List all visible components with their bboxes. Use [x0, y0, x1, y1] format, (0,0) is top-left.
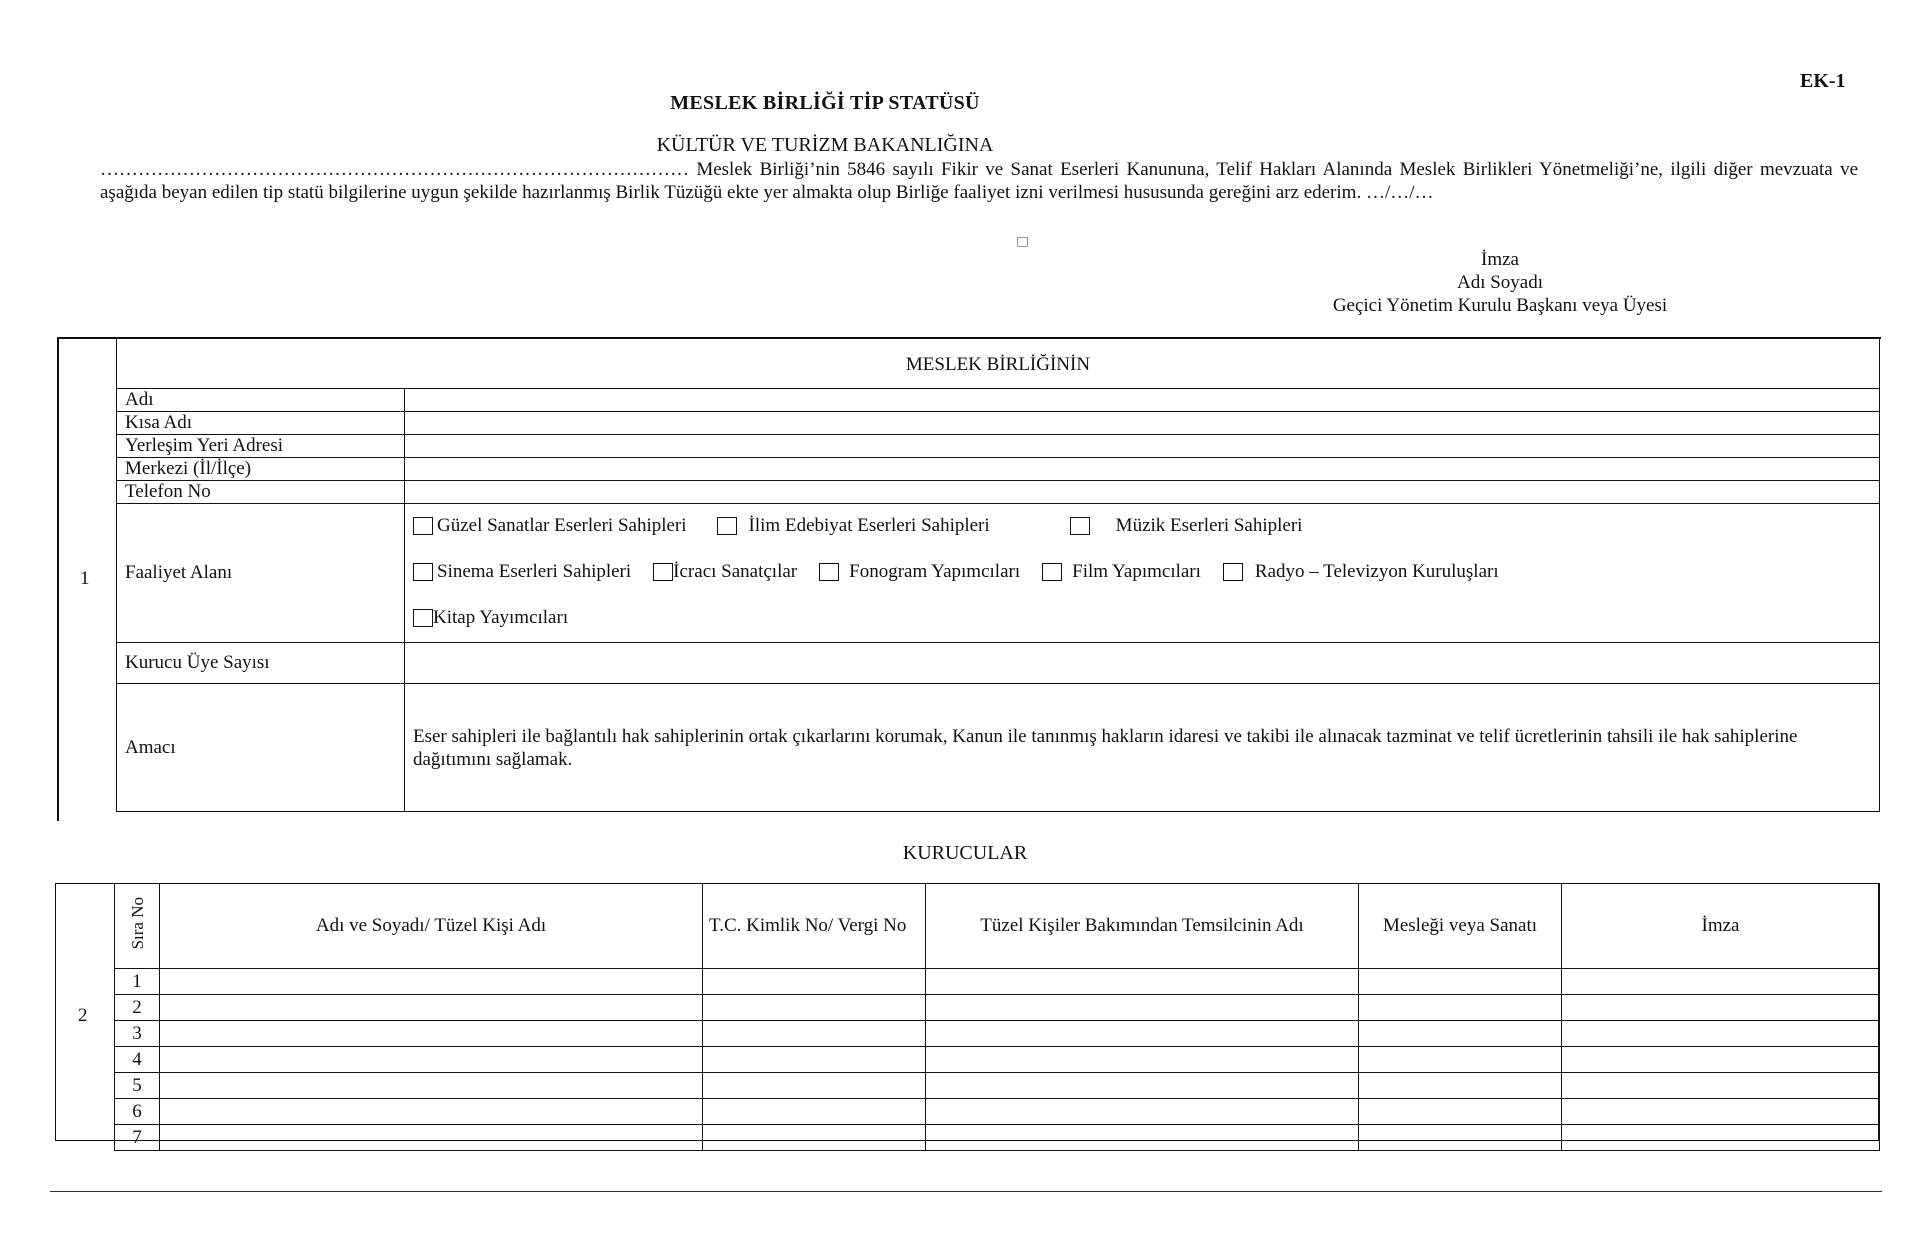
- option-cinema[interactable]: Sinema Eserleri Sahipleri: [413, 561, 631, 583]
- small-box-mark: [1017, 237, 1028, 247]
- section1-heading: MESLEK BİRLİĞİNİN: [117, 338, 1880, 389]
- checkbox-icon[interactable]: [717, 517, 737, 535]
- section1-left-border: [57, 337, 59, 821]
- founders-title: KURUCULAR: [902, 842, 1028, 864]
- profession-cell[interactable]: [1359, 1099, 1562, 1125]
- checkbox-icon[interactable]: [1070, 517, 1090, 535]
- title-label: Geçici Yönetim Kurulu Başkanı veya Üyesi: [1332, 295, 1668, 316]
- name-cell[interactable]: [160, 1099, 703, 1125]
- founder-count-label: Kurucu Üye Sayısı: [117, 643, 405, 684]
- signature-cell[interactable]: [1562, 1047, 1880, 1073]
- profession-cell[interactable]: [1359, 1073, 1562, 1099]
- table-row: [115, 1125, 1880, 1151]
- signature-cell[interactable]: [1562, 1125, 1880, 1151]
- representative-cell[interactable]: [926, 1073, 1359, 1099]
- name-field[interactable]: [405, 389, 1880, 412]
- signature-cell[interactable]: [1562, 1021, 1880, 1047]
- section1-number: 1: [80, 568, 90, 589]
- petition-text: ………………………………………………………………………………… Meslek Birliği’nin 5846 sayılı Fikir ve Sanat Eserleri Kanununa, Telif Hakları Alanında Meslek Birlikleri Yönetmeliği’ne, ilgili diğer mevzuata ve aşağıda beyan edilen tip statü bilgilerine uygun şekilde hazırlanmış Birlik Tüzüğü ekte yer almakta olup Birliğe faaliyet izni verilmesi hususunda gereğini arz ederim. …/…/…: [100, 159, 1858, 203]
- activity-options: [405, 504, 1880, 643]
- signature-cell[interactable]: [1562, 969, 1880, 995]
- profession-cell[interactable]: [1359, 969, 1562, 995]
- purpose-text: Eser sahipleri ile bağlantılı hak sahiplerinin ortak çıkarlarını korumak, Kanun ile tanınmış hakların idaresi ve takibi ile alınacak tazminat ve telif ücretlerinin tahsili ile hak sahiplerine dağıtımını sağlamak.: [405, 684, 1880, 812]
- center-field[interactable]: [405, 458, 1880, 481]
- address-field[interactable]: [405, 435, 1880, 458]
- option-science-literature[interactable]: İlim Edebiyat Eserleri Sahipleri: [717, 515, 990, 537]
- founder-count-field[interactable]: [405, 643, 1880, 684]
- column-header: Adı ve Soyadı/ Tüzel Kişi Adı: [160, 884, 703, 969]
- row-number: 7: [115, 1125, 160, 1151]
- id-cell[interactable]: [703, 1021, 926, 1047]
- representative-cell[interactable]: [926, 1099, 1359, 1125]
- founders-header-row: [115, 884, 1880, 969]
- representative-cell[interactable]: [926, 1021, 1359, 1047]
- signature-cell[interactable]: [1562, 1073, 1880, 1099]
- name-label: Adı Soyadı: [1456, 272, 1544, 293]
- row-number: 1: [115, 969, 160, 995]
- short-name-label: Kısa Adı: [117, 412, 405, 435]
- table-row: [115, 1047, 1880, 1073]
- profession-cell[interactable]: [1359, 1125, 1562, 1151]
- option-radio-tv[interactable]: Radyo – Televizyon Kuruluşları: [1223, 561, 1499, 583]
- addressee: KÜLTÜR VE TURİZM BAKANLIĞINA: [656, 134, 994, 156]
- table-row: [115, 1021, 1880, 1047]
- profession-cell[interactable]: [1359, 1021, 1562, 1047]
- center-label: Merkezi (İl/İlçe): [117, 458, 405, 481]
- checkbox-icon[interactable]: [1042, 563, 1062, 581]
- short-name-field[interactable]: [405, 412, 1880, 435]
- name-cell[interactable]: [160, 969, 703, 995]
- row-number: 2: [115, 995, 160, 1021]
- option-phonogram[interactable]: Fonogram Yapımcıları: [819, 561, 1020, 583]
- option-book-publishers[interactable]: Kitap Yayımcıları: [413, 607, 568, 629]
- section2-number: 2: [78, 1005, 88, 1026]
- phone-label: Telefon No: [117, 481, 405, 504]
- representative-cell[interactable]: [926, 995, 1359, 1021]
- table-row: [115, 1099, 1880, 1125]
- representative-cell[interactable]: [926, 1125, 1359, 1151]
- column-header: İmza: [1562, 884, 1880, 969]
- checkbox-icon[interactable]: [413, 609, 433, 627]
- id-cell[interactable]: [703, 1073, 926, 1099]
- name-cell[interactable]: [160, 1021, 703, 1047]
- table-row: [115, 969, 1880, 995]
- signature-cell[interactable]: [1562, 1099, 1880, 1125]
- name-cell[interactable]: [160, 995, 703, 1021]
- profession-cell[interactable]: [1359, 995, 1562, 1021]
- founders-table: [114, 883, 1880, 1151]
- footer-divider: [50, 1191, 1882, 1192]
- option-fine-arts[interactable]: Güzel Sanatlar Eserleri Sahipleri: [413, 515, 687, 537]
- column-header: Mesleği veya Sanatı: [1359, 884, 1562, 969]
- row-number: 6: [115, 1099, 160, 1125]
- name-cell[interactable]: [160, 1073, 703, 1099]
- checkbox-icon[interactable]: [653, 563, 673, 581]
- checkbox-icon[interactable]: [413, 517, 433, 535]
- representative-cell[interactable]: [926, 969, 1359, 995]
- name-cell[interactable]: [160, 1125, 703, 1151]
- checkbox-icon[interactable]: [413, 563, 433, 581]
- id-cell[interactable]: [703, 1125, 926, 1151]
- signature-cell[interactable]: [1562, 995, 1880, 1021]
- checkbox-icon[interactable]: [819, 563, 839, 581]
- page-title: MESLEK BİRLİĞİ TİP STATÜSÜ: [670, 92, 980, 114]
- phone-field[interactable]: [405, 481, 1880, 504]
- row-number: 3: [115, 1021, 160, 1047]
- name-label-cell: Adı: [117, 389, 405, 412]
- annex-label: EK-1: [1800, 70, 1846, 92]
- table-row: [115, 995, 1880, 1021]
- representative-cell[interactable]: [926, 1047, 1359, 1073]
- activity-label: Faaliyet Alanı: [117, 504, 405, 643]
- name-cell[interactable]: [160, 1047, 703, 1073]
- id-cell[interactable]: [703, 969, 926, 995]
- table-row: [115, 1073, 1880, 1099]
- checkbox-icon[interactable]: [1223, 563, 1243, 581]
- option-music[interactable]: Müzik Eserleri Sahipleri: [1070, 515, 1303, 537]
- option-film-producers[interactable]: Film Yapımcıları: [1042, 561, 1201, 583]
- association-info-table: [116, 337, 1880, 812]
- row-number: 5: [115, 1073, 160, 1099]
- address-label: Yerleşim Yeri Adresi: [117, 435, 405, 458]
- id-cell[interactable]: [703, 1047, 926, 1073]
- purpose-label: Amacı: [117, 684, 405, 812]
- column-header: Sıra No: [115, 884, 160, 969]
- signature-label: İmza: [1481, 249, 1519, 270]
- option-performers[interactable]: İcracı Sanatçılar: [653, 561, 797, 583]
- column-header: T.C. Kimlik No/ Vergi No: [703, 884, 926, 969]
- row-number: 4: [115, 1047, 160, 1073]
- id-cell[interactable]: [703, 995, 926, 1021]
- id-cell[interactable]: [703, 1099, 926, 1125]
- signature-block: [1190, 248, 1810, 317]
- profession-cell[interactable]: [1359, 1047, 1562, 1073]
- column-header: Tüzel Kişiler Bakımından Temsilcinin Adı: [926, 884, 1359, 969]
